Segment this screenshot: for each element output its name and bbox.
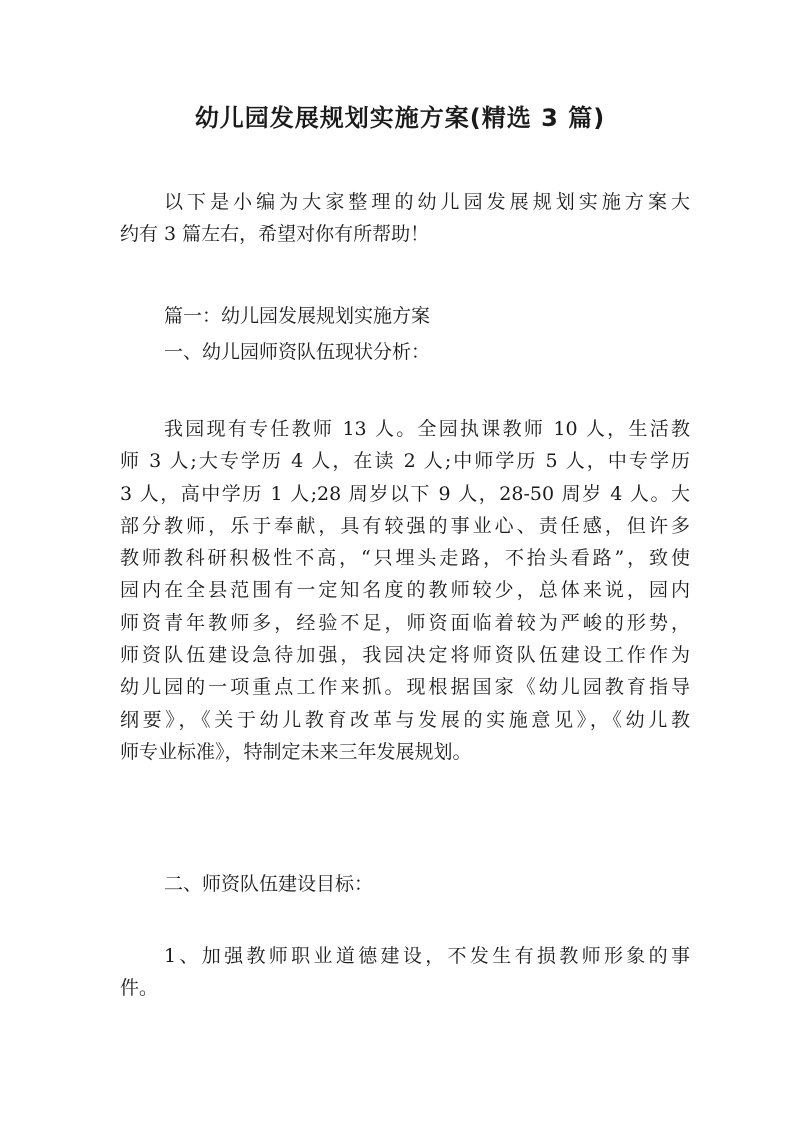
body-line: 纲要》，《关于幼儿教育改革与发展的实施意见》，《幼儿教: [120, 708, 690, 731]
body-line: 部分教师，乐于奉献，具有较强的事业心、责任感，但许多: [120, 514, 690, 537]
intro-line: 以下是小编为大家整理的幼儿园发展规划实施方案大: [164, 191, 690, 213]
item1-line: 1、加强教师职业道德建设，不发生有损教师形象的事: [164, 945, 690, 967]
section1-heading: 一、幼儿园师资队伍现状分析：: [164, 341, 431, 363]
part1-heading: 篇一：幼儿园发展规划实施方案: [164, 305, 431, 327]
body-line: 3 人，高中学历 1 人;28 周岁以下 9 人，28-50 周岁 4 人。大: [120, 482, 690, 505]
section2-heading: 二、师资队伍建设目标：: [164, 873, 374, 895]
body-line: 我园现有专任教师 13 人。全园执课教师 10 人，生活教: [164, 418, 690, 440]
body-line: 师专业标准》，特制定未来三年发展规划。: [120, 740, 472, 763]
document-title: 幼儿园发展规划实施方案(精选 3 篇): [194, 104, 606, 132]
intro-line: 约有 3 篇左右，希望对你有所帮助！: [120, 223, 430, 246]
body-line: 园内在全县范围有一定知名度的教师较少，总体来说，园内: [120, 579, 690, 602]
body-line: 教师教科研积极性不高，“只埋头走路，不抬头看路”，致使: [120, 547, 690, 570]
body-line: 师资队伍建设急待加强，我园决定将师资队伍建设工作作为: [120, 644, 690, 667]
item1-line: 件。: [120, 977, 159, 1000]
section1-body: [120, 413, 690, 768]
body-line: 师 3 人;大专学历 4 人，在读 2 人;中师学历 5 人，中专学历: [120, 450, 690, 473]
intro-paragraph: [120, 186, 690, 251]
body-line: 幼儿园的一项重点工作来抓。现根据国家《幼儿园教育指导: [120, 676, 690, 699]
item1-paragraph: [120, 940, 690, 1005]
body-line: 师资青年教师多，经验不足，师资面临着较为严峻的形势，: [120, 611, 690, 634]
